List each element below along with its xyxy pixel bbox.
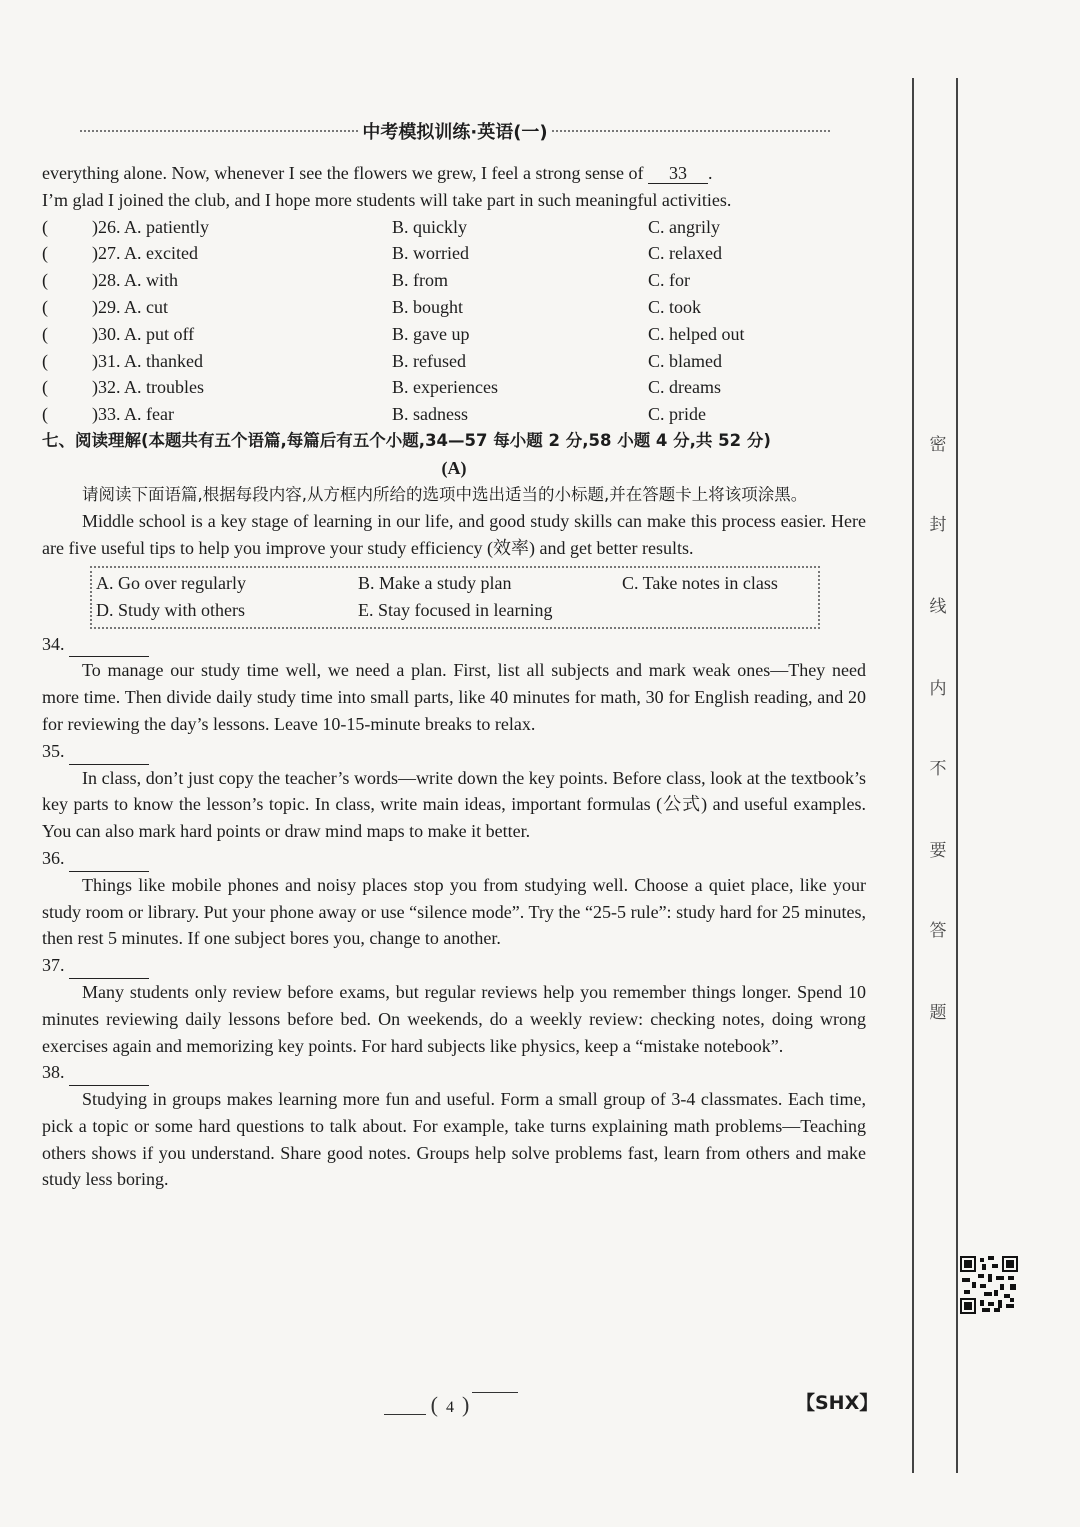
option-b: B. from	[392, 270, 448, 291]
answer-line	[69, 853, 149, 872]
question-number: )27.	[92, 243, 121, 264]
seal-char: 要	[929, 841, 947, 861]
part-label: (A)	[441, 457, 467, 478]
answer-paren	[42, 374, 92, 401]
option-b: B. Make a study plan	[358, 572, 512, 593]
answer-paren-open: (	[42, 404, 48, 425]
intro-paragraph: Middle school is a key stage of learning in our life, and good study skills can make this process easier. Here are five useful tips to help you improve your study efficiency (效率) and get better results.	[42, 511, 866, 559]
item-paragraph: In class, don’t just copy the teacher’s words—write down the key points. Before class, look at the textbook’s key parts to know the lesson’s topic. In class, write main ideas, important formulas (公式) and useful examples. You can also mark hard points or draw mind maps to make it better.	[42, 767, 866, 842]
bracket-left: (	[430, 1392, 438, 1417]
header-dots-left	[80, 130, 358, 132]
option-b: B. quickly	[392, 216, 467, 237]
cloze-question-row	[42, 240, 866, 267]
qr-code-icon	[960, 1256, 1018, 1314]
option-a	[92, 348, 392, 375]
question-number: )29.	[92, 296, 121, 317]
seal-char: 答	[929, 921, 947, 941]
option-c: C. took	[648, 296, 702, 317]
page-number	[384, 1392, 516, 1418]
option-c: C. dreams	[648, 377, 721, 398]
option-b: B. worried	[392, 243, 469, 264]
option-b: B. experiences	[392, 377, 498, 398]
option-b: B. refused	[392, 350, 466, 371]
page-header	[80, 118, 830, 144]
question-number: )33.	[92, 404, 121, 425]
seal-char: 线	[929, 597, 947, 617]
question-number: )28.	[92, 270, 121, 291]
answer-line	[69, 1067, 149, 1086]
seal-char: 封	[929, 515, 947, 535]
answer-line	[69, 960, 149, 979]
answer-paren	[42, 321, 92, 348]
seal-char: 密	[929, 435, 947, 455]
answer-paren-open: (	[42, 216, 48, 237]
option-a	[92, 374, 392, 401]
option-a-text: A. cut	[124, 296, 169, 317]
option-a	[92, 267, 392, 294]
option-b: B. bought	[392, 296, 464, 317]
item-paragraph: Things like mobile phones and noisy places stop you from studying well. Choose a quiet place, like your study room or library. Put your phone away or use “silence mode”. Try the “25-5 rule”: study hard for 25 minutes, then rest 5 minutes. If one subject bores you, change to another.	[42, 874, 866, 949]
passage-tail-line2: I’m glad I joined the club, and I hope more students will take part in such meaningful activities.	[42, 189, 732, 210]
option-b: B. sadness	[392, 404, 468, 425]
question-number: )26.	[92, 216, 121, 237]
instruction-text: 请阅读下面语篇,根据每段内容,从方框内所给的选项中选出适当的小标题,并在答题卡上将该项涂黑。	[82, 484, 808, 504]
answer-line	[69, 746, 149, 765]
bracket-right: )	[462, 1392, 470, 1417]
option-a-text: A. patiently	[124, 216, 209, 237]
answer-paren	[42, 348, 92, 375]
item-paragraph: Many students only review before exams, but regular reviews help you remember things longer. Spend 10 minutes reviewing daily lessons before bed. On weekends, do a weekly review: checking notes, doing wrong exercises again and memorizing key points. For hard subjects like physics, keep a “mistake notebook”.	[42, 981, 866, 1056]
answer-blank-33: 33	[648, 163, 708, 184]
answer-paren	[42, 240, 92, 267]
question-number: )30.	[92, 323, 121, 344]
passage-tail-line1	[42, 160, 866, 187]
option-a	[92, 240, 392, 267]
option-a-text: A. put off	[124, 323, 195, 344]
option-c: C. relaxed	[648, 243, 722, 264]
page-content	[42, 160, 866, 1193]
answer-paren-open: (	[42, 270, 48, 291]
question-number: )32.	[92, 377, 121, 398]
cloze-options-list	[42, 214, 866, 428]
binding-line-outer	[956, 78, 958, 1473]
cloze-question-row	[42, 267, 866, 294]
option-c: C. blamed	[648, 350, 722, 371]
answer-paren-open: (	[42, 296, 48, 317]
item-number: 36.	[42, 847, 65, 868]
option-a-text: A. troubles	[124, 377, 205, 398]
option-a-text: A. thanked	[124, 350, 203, 371]
cloze-question-row	[42, 348, 866, 375]
option-a: A. Go over regularly	[96, 572, 246, 593]
seal-char: 不	[929, 759, 947, 779]
item-number-blank	[42, 738, 866, 765]
answer-paren-open: (	[42, 243, 48, 264]
item-number: 35.	[42, 740, 65, 761]
cloze-question-row	[42, 374, 866, 401]
passage-text: everything alone. Now, whenever I see the flowers we grew, I feel a strong sense of	[42, 163, 644, 183]
option-c: C. angrily	[648, 216, 720, 237]
paper-code: 【SHX】	[796, 1392, 879, 1414]
reading-items	[42, 631, 866, 1194]
options-row	[96, 570, 818, 597]
question-number: )31.	[92, 350, 121, 371]
binding-line-inner	[912, 78, 914, 1473]
option-a-text: A. fear	[124, 404, 174, 425]
option-a	[92, 294, 392, 321]
answer-paren-open: (	[42, 350, 48, 371]
item-number: 38.	[42, 1062, 65, 1083]
option-c: C. for	[648, 270, 690, 291]
section-heading: 七、阅读理解(本题共有五个语篇,每篇后有五个小题,34—57 每小题 2 分,58 小题 4 分,共 52 分)	[42, 430, 771, 450]
option-e: E. Stay focused in learning	[358, 599, 553, 620]
answer-paren	[42, 401, 92, 428]
answer-paren	[42, 214, 92, 241]
item-number-blank	[42, 1059, 866, 1086]
option-c: C. pride	[648, 404, 706, 425]
page-number-badge	[384, 1388, 524, 1418]
option-a	[92, 214, 392, 241]
item-number-blank	[42, 845, 866, 872]
item-number: 37.	[42, 955, 65, 976]
page-number-value: 4	[446, 1399, 454, 1416]
option-a-text: A. excited	[124, 243, 198, 264]
heading-options-box	[90, 566, 820, 629]
option-c: C. helped out	[648, 323, 745, 344]
answer-paren-open: (	[42, 323, 48, 344]
item-paragraph: To manage our study time well, we need a plan. First, list all subjects and mark weak ones—They need more time. Then divide daily study time into small parts, like 40 minutes for math, 30 for English reading, and 20 for reviewing the day’s lessons. Leave 10-15-minute breaks to relax.	[42, 660, 866, 734]
item-number-blank	[42, 952, 866, 979]
option-a-text: A. with	[124, 270, 179, 291]
answer-line	[69, 638, 149, 657]
item-number-blank	[42, 631, 866, 658]
option-c: C. Take notes in class	[622, 572, 778, 593]
seal-char: 内	[929, 679, 947, 699]
options-row	[96, 597, 818, 624]
option-b: B. gave up	[392, 323, 470, 344]
cloze-question-row	[42, 214, 866, 241]
header-dots-right	[552, 130, 830, 132]
passage-period: .	[707, 163, 713, 183]
cloze-question-row	[42, 401, 866, 428]
item-paragraph: Studying in groups makes learning more fun and useful. Form a small group of 3-4 classmates. Each time, pick a topic or some hard questions to talk about. For example, take turns explaining math problems—Teaching others shows if you understand. Share good notes. Groups help solve problems fast, learn from others and make study less boring.	[42, 1089, 866, 1190]
answer-paren	[42, 267, 92, 294]
seal-char: 题	[929, 1003, 947, 1023]
option-a	[92, 321, 392, 348]
option-a	[92, 401, 392, 428]
item-number: 34.	[42, 633, 65, 654]
answer-paren	[42, 294, 92, 321]
cloze-question-row	[42, 294, 866, 321]
cloze-question-row	[42, 321, 866, 348]
header-title: 中考模拟训练·英语(一)	[362, 122, 548, 143]
option-d: D. Study with others	[96, 599, 246, 620]
answer-paren-open: (	[42, 377, 48, 398]
